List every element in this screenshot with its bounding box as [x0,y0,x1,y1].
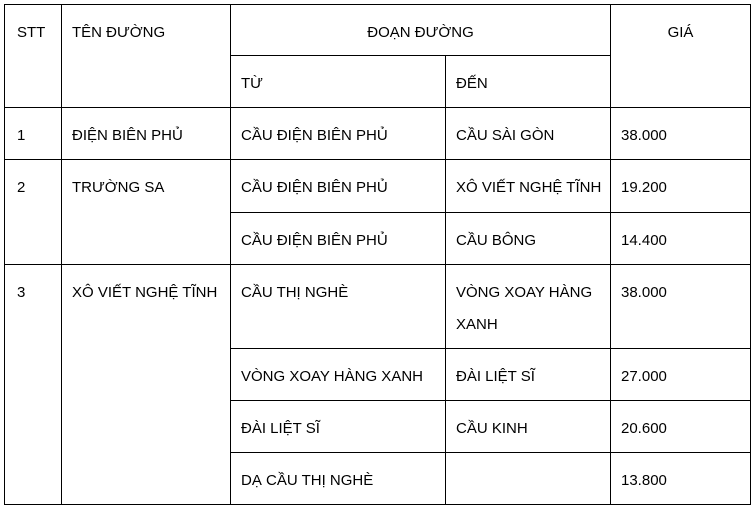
cell-gia: 13.800 [611,453,751,505]
cell-tu: CẦU ĐIỆN BIÊN PHỦ [231,108,446,160]
cell-ten-duong: TRƯỜNG SA [62,160,231,265]
cell-gia: 14.400 [611,213,751,265]
road-price-table [4,4,751,505]
cell-den [446,453,611,505]
cell-stt: 1 [5,108,62,160]
cell-tu: VÒNG XOAY HÀNG XANH [231,349,446,401]
header-stt: STT [5,5,62,108]
cell-gia: 27.000 [611,349,751,401]
cell-ten-duong: ĐIỆN BIÊN PHỦ [62,108,231,160]
header-row [5,5,751,56]
cell-tu: CẦU ĐIỆN BIÊN PHỦ [231,213,446,265]
cell-stt: 2 [5,160,62,265]
cell-den: VÒNG XOAY HÀNG XANH [446,265,611,349]
cell-den: CẦU BÔNG [446,213,611,265]
table-row [5,265,751,349]
cell-tu: DẠ CẦU THỊ NGHÈ [231,453,446,505]
header-gia: GIÁ [611,5,751,108]
header-ten-duong: TÊN ĐƯỜNG [62,5,231,108]
cell-gia: 20.600 [611,401,751,453]
cell-ten-duong: XÔ VIẾT NGHỆ TĨNH [62,265,231,505]
cell-gia: 19.200 [611,160,751,213]
cell-den: CẦU KINH [446,401,611,453]
cell-gia: 38.000 [611,265,751,349]
header-doan-duong: ĐOẠN ĐƯỜNG [231,5,611,56]
header-tu: TỪ [231,56,446,108]
cell-tu: ĐÀI LIỆT SĨ [231,401,446,453]
table-row [5,160,751,213]
cell-tu: CẦU ĐIỆN BIÊN PHỦ [231,160,446,213]
cell-tu: CẦU THỊ NGHÈ [231,265,446,349]
cell-den: XÔ VIẾT NGHỆ TĨNH [446,160,611,213]
table-row [5,108,751,160]
header-den: ĐẾN [446,56,611,108]
cell-stt: 3 [5,265,62,505]
cell-den: CẦU SÀI GÒN [446,108,611,160]
cell-den: ĐÀI LIỆT SĨ [446,349,611,401]
cell-gia: 38.000 [611,108,751,160]
